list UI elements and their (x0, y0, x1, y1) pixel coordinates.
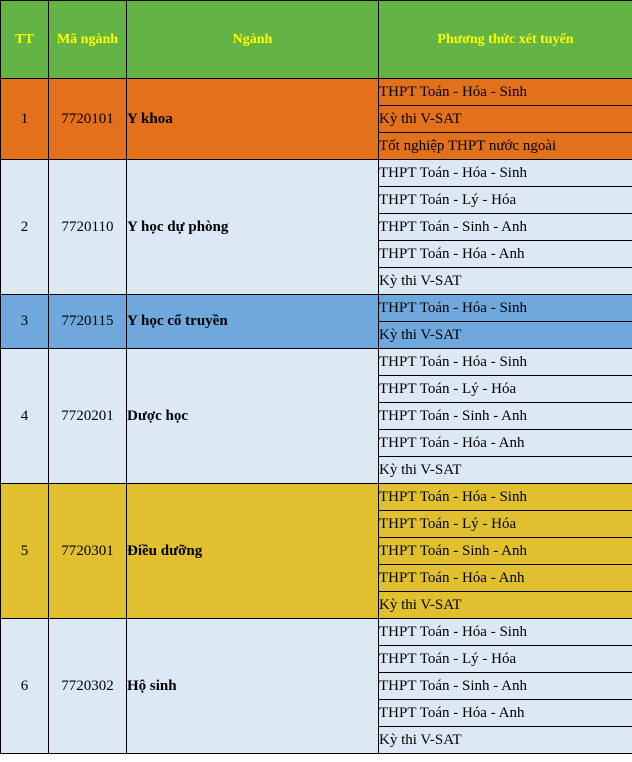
cell-admission-method: THPT Toán - Sinh - Anh (379, 403, 632, 430)
cell-major-code: 7720301 (49, 484, 127, 619)
cell-major-code: 7720115 (49, 295, 127, 349)
cell-admission-method: THPT Toán - Hóa - Sinh (379, 79, 632, 106)
cell-major-name: Y khoa (127, 79, 379, 160)
cell-admission-method: THPT Toán - Lý - Hóa (379, 646, 632, 673)
cell-tt: 1 (1, 79, 49, 160)
cell-major-code: 7720110 (49, 160, 127, 295)
cell-admission-method: THPT Toán - Hóa - Sinh (379, 160, 632, 187)
cell-admission-method: Kỳ thi V-SAT (379, 106, 632, 133)
column-header-admission-method: Phương thức xét tuyển (379, 1, 632, 79)
table-row (1, 79, 632, 106)
cell-admission-method: THPT Toán - Sinh - Anh (379, 214, 632, 241)
cell-major-name: Dược học (127, 349, 379, 484)
cell-admission-method: THPT Toán - Lý - Hóa (379, 376, 632, 403)
cell-admission-method: THPT Toán - Hóa - Sinh (379, 295, 632, 322)
cell-admission-method: THPT Toán - Hóa - Sinh (379, 349, 632, 376)
cell-tt: 3 (1, 295, 49, 349)
cell-admission-method: THPT Toán - Lý - Hóa (379, 187, 632, 214)
cell-admission-method: THPT Toán - Lý - Hóa (379, 511, 632, 538)
table-row (1, 484, 632, 511)
cell-admission-method: THPT Toán - Sinh - Anh (379, 538, 632, 565)
table-header-row (1, 1, 632, 79)
cell-major-code: 7720201 (49, 349, 127, 484)
cell-admission-method: Tốt nghiệp THPT nước ngoài (379, 133, 632, 160)
column-header-major-code: Mã ngành (49, 1, 127, 79)
cell-major-code: 7720101 (49, 79, 127, 160)
cell-admission-method: THPT Toán - Hóa - Anh (379, 700, 632, 727)
table-row (1, 619, 632, 646)
cell-tt: 2 (1, 160, 49, 295)
column-header-major: Ngành (127, 1, 379, 79)
cell-tt: 4 (1, 349, 49, 484)
table-body (1, 79, 632, 754)
table-row (1, 295, 632, 322)
cell-admission-method: THPT Toán - Hóa - Sinh (379, 484, 632, 511)
table-row (1, 160, 632, 187)
table-header (1, 1, 632, 79)
cell-tt: 5 (1, 484, 49, 619)
cell-admission-method: THPT Toán - Hóa - Anh (379, 430, 632, 457)
cell-admission-method: Kỳ thi V-SAT (379, 592, 632, 619)
cell-admission-method: Kỳ thi V-SAT (379, 268, 632, 295)
cell-admission-method: THPT Toán - Hóa - Sinh (379, 619, 632, 646)
cell-major-code: 7720302 (49, 619, 127, 754)
cell-major-name: Hộ sinh (127, 619, 379, 754)
table-row (1, 349, 632, 376)
column-header-tt: TT (1, 1, 49, 79)
cell-admission-method: Kỳ thi V-SAT (379, 322, 632, 349)
cell-admission-method: THPT Toán - Hóa - Anh (379, 241, 632, 268)
cell-admission-method: THPT Toán - Sinh - Anh (379, 673, 632, 700)
cell-major-name: Y học dự phòng (127, 160, 379, 295)
cell-tt: 6 (1, 619, 49, 754)
cell-admission-method: Kỳ thi V-SAT (379, 457, 632, 484)
cell-major-name: Y học cổ truyền (127, 295, 379, 349)
cell-major-name: Điều dưỡng (127, 484, 379, 619)
cell-admission-method: THPT Toán - Hóa - Anh (379, 565, 632, 592)
cell-admission-method: Kỳ thi V-SAT (379, 727, 632, 754)
